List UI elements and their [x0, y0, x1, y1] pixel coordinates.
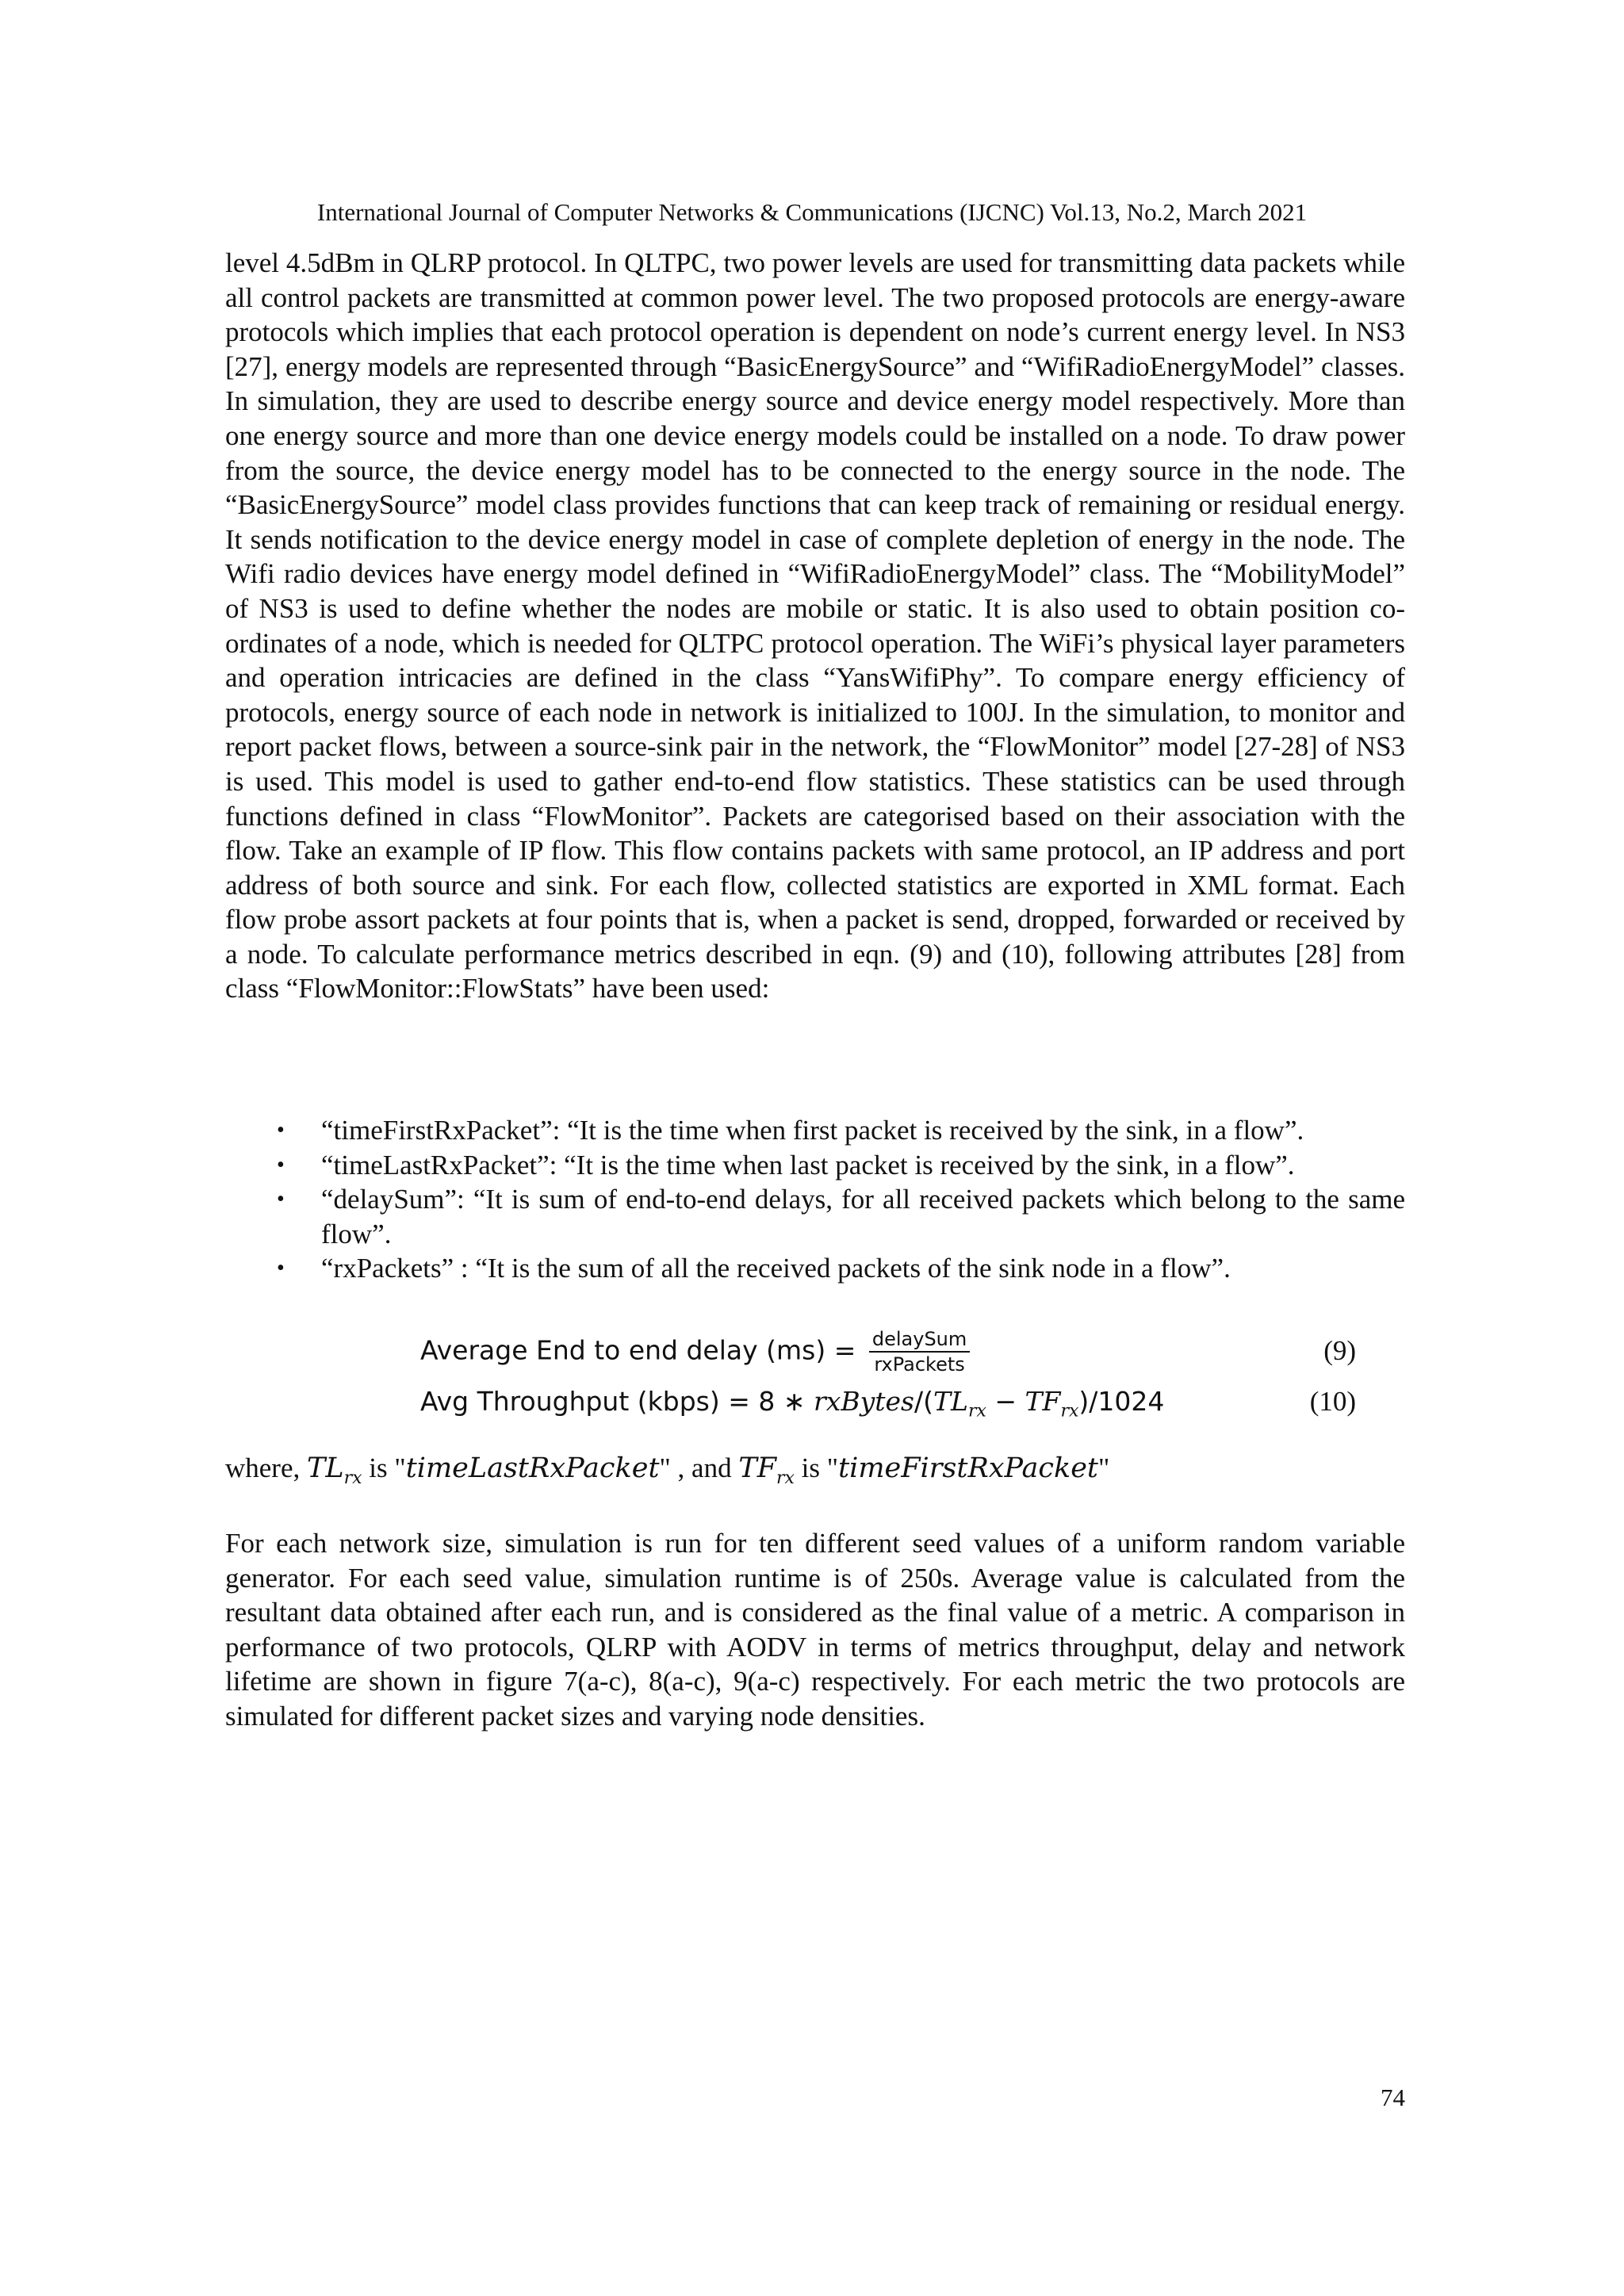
equation-fraction	[869, 1327, 970, 1376]
equation-expression	[420, 1386, 1164, 1422]
where-definition	[225, 1451, 1405, 1496]
variable-tf: TF	[738, 1452, 776, 1484]
list-item	[225, 1182, 1405, 1251]
variable-name-tf: timeFirstRxPacket	[838, 1452, 1098, 1484]
running-header: International Journal of Computer Networks & Communications (IJCNC) Vol.13, No.2, March 2021	[316, 198, 1308, 226]
list-item	[225, 1113, 1405, 1148]
equation-10	[420, 1386, 1356, 1433]
list-item	[225, 1148, 1405, 1183]
variable-tl-subscript: rx	[343, 1468, 362, 1488]
body-paragraph-simulation-runs	[225, 1526, 1405, 1734]
bullet-icon: •	[277, 1118, 285, 1142]
list-item-text: “timeFirstRxPacket”: “It is the time when first packet is received by the sink, in a flow”.	[321, 1115, 1304, 1146]
variable-tf-subscript: rx	[1060, 1401, 1079, 1422]
equation-operator: /(	[914, 1386, 933, 1417]
variable-tl: TL	[933, 1386, 968, 1417]
equation-tail: )/1024	[1078, 1386, 1165, 1417]
paragraph-text: For each network size, simulation is run for ten different seed values of a uniform random variable generator. For each seed value, simulation runtime is of 250s. Average value is calculated from the resultant data obtained after each run, and is considered as the final value of a metric. A comparison in performance of two protocols, QLRP with AODV in terms of metrics throughput, delay and network lifetime are shown in figure 7(a-c), 8(a-c), 9(a-c) respectively. For each metric the two protocols are simulated for different packet sizes and varying node densities.	[225, 1528, 1405, 1732]
fraction-denominator: rxPackets	[874, 1353, 965, 1376]
fraction-numerator: delaySum	[869, 1327, 970, 1353]
equation-expression	[420, 1327, 970, 1376]
body-paragraph-energy-models	[225, 246, 1405, 1006]
list-item-text: “timeLastRxPacket”: “It is the time when last packet is received by the sink, in a flow”.	[321, 1149, 1295, 1181]
equation-lhs: Average End to end delay (ms) =	[420, 1334, 864, 1366]
variable-rxbytes: rxBytes	[813, 1386, 914, 1417]
bullet-icon: •	[277, 1152, 285, 1177]
where-text: is "	[794, 1452, 839, 1483]
equation-lhs: Avg Throughput (kbps) = 8 ∗	[420, 1386, 814, 1417]
where-prefix: where,	[225, 1452, 308, 1483]
bullet-icon: •	[277, 1187, 285, 1212]
variable-tf: TF	[1025, 1386, 1061, 1417]
equation-operator: −	[986, 1386, 1025, 1417]
variable-tf-subscript: rx	[776, 1468, 795, 1488]
variable-tl-subscript: rx	[967, 1401, 986, 1422]
where-text: "	[1097, 1452, 1110, 1483]
equation-9	[420, 1327, 1356, 1375]
variable-tl: TL	[307, 1452, 344, 1484]
equation-number: (10)	[1309, 1386, 1356, 1417]
list-item	[225, 1251, 1405, 1286]
page-number: 74	[1381, 2084, 1405, 2111]
equation-number: (9)	[1323, 1335, 1356, 1366]
list-item-text: “rxPackets” : “It is the sum of all the received packets of the sink node in a flow”.	[321, 1253, 1231, 1284]
where-text: " , and	[659, 1452, 739, 1483]
flowstats-attribute-list	[225, 1113, 1405, 1286]
where-text: is "	[362, 1452, 406, 1483]
variable-name-tl: timeLastRxPacket	[405, 1452, 660, 1484]
bullet-icon: •	[277, 1256, 285, 1281]
paragraph-text: level 4.5dBm in QLRP protocol. In QLTPC, two power levels are used for transmitting data packets while all control packets are transmitted at common power level. The two proposed protocols are energy-aware protocols which implies that each protocol operation is dependent on node’s current energy level. In NS3 [27], energy models are represented through “BasicEnergySource” and “WifiRadioEnergyModel” classes. In simulation, they are used to describe energy source and device energy model respectively. More than one energy source and more than one device energy models could be installed on a node. To draw power from the source, the device energy model has to be connected to the energy source in the node. The “BasicEnergySource” model class provides functions that can keep track of remaining or residual energy. It sends notification to the device energy model in case of complete depletion of energy in the node. The Wifi radio devices have energy model defined in “WifiRadioEnergyModel” class. The “MobilityModel” of NS3 is used to define whether the nodes are mobile or static. It is also used to obtain position co-ordinates of a node, which is needed for QLTPC protocol operation. The WiFi’s physical layer parameters and operation intricacies are defined in the class “YansWifiPhy”. To compare energy efficiency of protocols, energy source of each node in network is initialized to 100J. In the simulation, to monitor and report packet flows, between a source-sink pair in the network, the “FlowMonitor” model [27-28] of NS3 is used. This model is used to gather end-to-end flow statistics. These statistics can be used through functions defined in class “FlowMonitor”. Packets are categorised based on their association with the flow. Take an example of IP flow. This flow contains packets with same protocol, an IP address and port address of both source and sink. For each flow, collected statistics are exported in XML format. Each flow probe assort packets at four points that is, when a packet is send, dropped, forwarded or received by a node. To calculate performance metrics described in eqn. (9) and (10), following attributes [28] from class “FlowMonitor::FlowStats” have been used:	[225, 247, 1405, 1004]
list-item-text: “delaySum”: “It is sum of end-to-end delays, for all received packets which belong to the same flow”.	[321, 1184, 1405, 1249]
